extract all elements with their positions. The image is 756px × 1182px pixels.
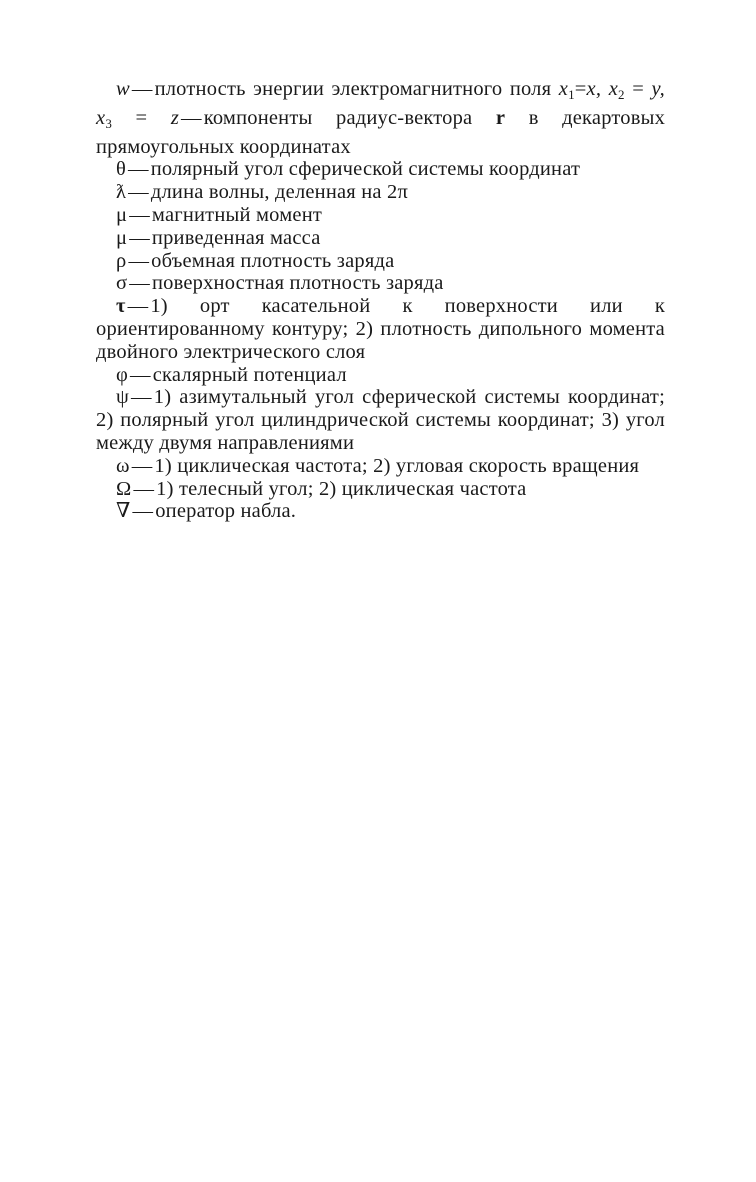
entry-text-rest: компоненты радиус-вектора — [203, 106, 473, 129]
glossary-entry — [96, 227, 665, 250]
glossary-entry — [96, 181, 665, 204]
entry-text: плотность энергии электромагнитного поля — [154, 78, 552, 100]
entry-symbol: ∇ — [116, 500, 131, 523]
entry-symbol: ƛ — [116, 181, 127, 204]
entry-text: полярный угол сферической системы координат — [150, 158, 581, 181]
entry-dash: — — [130, 363, 151, 386]
entry-text: 1) циклическая частота; 2) угловая скорость вращения — [154, 454, 640, 477]
coord-x1-sub: 1 — [568, 87, 575, 102]
entry-symbol: ω — [116, 454, 130, 477]
entry-symbol: ρ — [116, 249, 127, 272]
entry-dash: — — [181, 106, 202, 129]
entry-text-rest2: в декартовых прямоугольных координатах — [96, 106, 666, 158]
glossary-entry — [96, 478, 665, 501]
entry-text: скалярный потенциал — [152, 363, 347, 386]
entry-dash: — — [128, 158, 149, 181]
entry-text: объемная плотность заряда — [151, 249, 395, 272]
coord-x2-sub: 2 — [618, 87, 625, 102]
coord-x3-val: z — [170, 106, 180, 129]
entry-dash: — — [132, 500, 154, 523]
glossary-entry — [96, 250, 665, 273]
entry-text: 1) орт касательной к поверхности или к ориентированному контуру; 2) плотность дипольного момента двойного электрического слоя — [96, 295, 665, 363]
entry-text: 1) азимутальный угол сферической системы координат; 2) полярный угол цилиндрической системы координат; 3) угол между двумя направлениями — [96, 386, 665, 454]
entry-dash: — — [128, 249, 150, 272]
entry-symbol: ψ — [116, 386, 130, 409]
coord-x2-val: y, — [651, 78, 665, 100]
glossary-entry — [96, 78, 665, 158]
glossary-entry — [96, 364, 665, 387]
glossary-entry — [96, 158, 665, 181]
entry-text: 1) телесный угол; 2) циклическая частота — [156, 477, 527, 500]
entry-dash: — — [129, 272, 150, 295]
coord-x2: x — [608, 78, 618, 100]
glossary-entry — [96, 295, 665, 363]
entry-text: магнитный момент — [151, 203, 323, 226]
symbol-glossary — [96, 78, 665, 523]
glossary-entry — [96, 272, 665, 295]
entry-symbol: Ω — [116, 477, 132, 500]
entry-symbol: μ — [116, 203, 128, 226]
entry-dash: — — [133, 477, 155, 500]
radius-vector-symbol: r — [495, 106, 506, 129]
coord-x2-eq: = — [632, 78, 644, 100]
entry-symbol: μ — [116, 226, 128, 249]
coord-x1: x — [558, 78, 569, 100]
entry-dash: — — [131, 386, 152, 409]
entry-dash: — — [129, 226, 150, 249]
entry-dash: — — [131, 78, 153, 100]
entry-text: приведенная масса — [151, 226, 321, 249]
entry-dash: — — [128, 181, 149, 204]
glossary-entry — [96, 455, 665, 478]
glossary-entry — [96, 204, 665, 227]
coord-x3-sub: 3 — [105, 115, 113, 131]
glossary-entry — [96, 386, 665, 454]
coord-x3: x — [96, 106, 106, 129]
glossary-entry — [96, 500, 665, 523]
entry-symbol: φ — [116, 363, 129, 386]
coord-x1-val: x, — [586, 78, 602, 100]
entry-symbol: θ — [116, 158, 127, 181]
entry-dash: — — [129, 203, 150, 226]
entry-symbol: w — [116, 78, 130, 100]
entry-symbol: σ — [116, 272, 128, 295]
coord-x3-eq: = — [135, 106, 148, 129]
entry-text: поверхностная плотность заряда — [151, 272, 444, 295]
coord-x1-eq: = — [574, 78, 587, 100]
entry-dash: — — [131, 454, 153, 477]
entry-text: оператор набла. — [155, 500, 297, 523]
entry-text: длина волны, деленная на 2π — [150, 181, 409, 204]
entry-symbol: τ — [116, 295, 126, 318]
entry-dash: — — [127, 295, 149, 318]
